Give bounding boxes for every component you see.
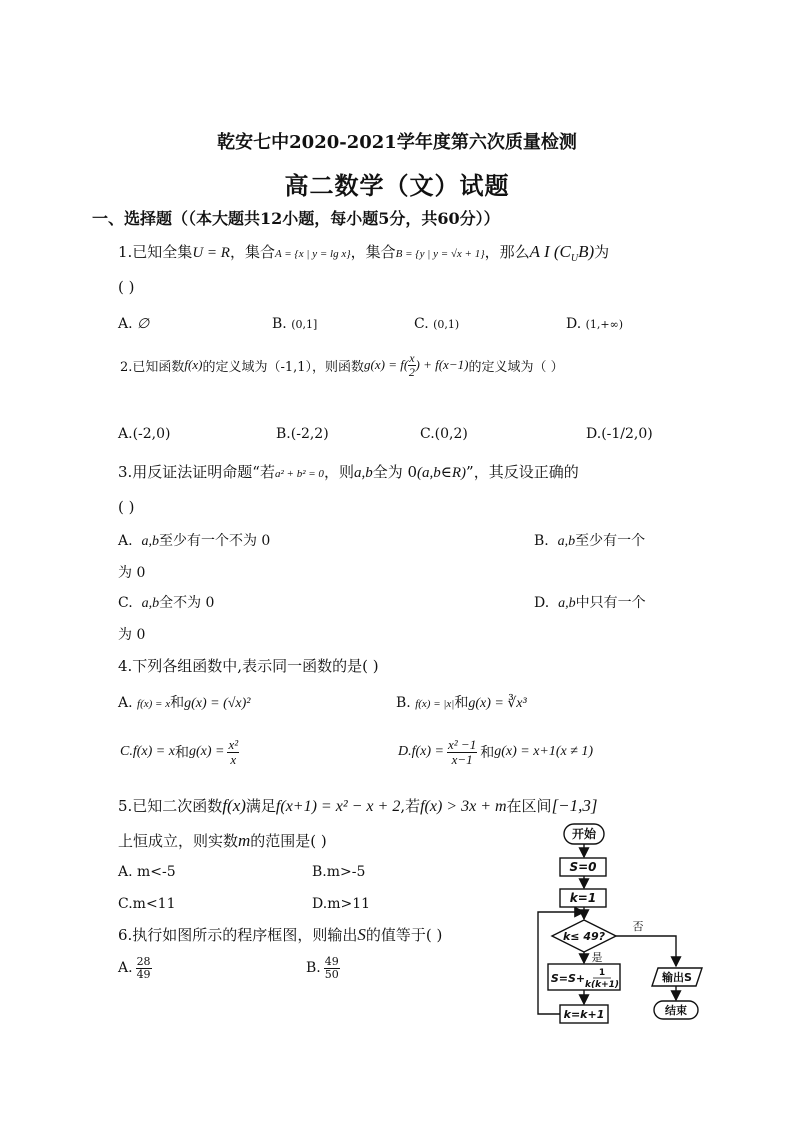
q2-text-1: 2.已知函数 bbox=[120, 359, 185, 375]
q2-option-d[interactable] bbox=[586, 426, 653, 442]
flowchart-output-label: 输出S bbox=[662, 971, 692, 984]
q4-option-a[interactable] bbox=[118, 692, 251, 712]
flowchart-condition-label: k≤ 49? bbox=[562, 930, 606, 943]
question-6-stem bbox=[118, 924, 442, 945]
q3-option-d-text: 中只有一个 bbox=[575, 595, 646, 611]
q4-option-c-and: 和 bbox=[174, 745, 189, 761]
q5-math-inequality: f(x) > 3x + m bbox=[420, 798, 507, 815]
q5-text-4: 在区间 bbox=[506, 797, 552, 815]
q6-option-a-key: A. bbox=[118, 960, 133, 976]
q4-option-c-num: x² bbox=[228, 736, 239, 752]
q5-text-2: 满足 bbox=[245, 797, 276, 815]
q1-math-expr-1: A I (C bbox=[529, 242, 571, 261]
q3-answer-paren: ( ) bbox=[118, 498, 135, 516]
q6-option-b-key: B. bbox=[306, 960, 321, 976]
q1-answer-paren: ( ) bbox=[118, 278, 135, 296]
q2-option-a-value: (-2,0) bbox=[132, 426, 171, 442]
q1-option-d-key: D. bbox=[566, 316, 582, 332]
q6-option-b-fraction bbox=[324, 956, 340, 980]
q6-text-1: 6.执行如图所示的程序框图，则输出 bbox=[118, 926, 358, 944]
q3-text-4: ”，其反设正确的 bbox=[466, 463, 579, 481]
q3-text-2: ，则 bbox=[323, 463, 354, 481]
flowchart-update-s-num: 1 bbox=[598, 968, 606, 978]
q5-stem-line-2 bbox=[118, 830, 327, 851]
q3-option-c-key: C. bbox=[118, 595, 133, 611]
q3-option-b-math: a,b bbox=[557, 534, 576, 549]
q4-option-d-den: x−1 bbox=[451, 751, 473, 767]
q2-option-d-key: D. bbox=[586, 426, 602, 442]
q3-option-d-wrap: 为 0 bbox=[118, 627, 146, 643]
q2-option-b-value: (-2,2) bbox=[290, 426, 329, 442]
q4-option-b-g: g(x) = ∛x³ bbox=[468, 696, 527, 711]
q5-text-5: 上恒成立，则实数 bbox=[118, 832, 239, 850]
q6-option-a-num: 28 bbox=[136, 954, 151, 968]
q2-math-f: f(x) bbox=[184, 357, 203, 372]
q2-option-c-value: (0,2) bbox=[434, 426, 468, 442]
q3-option-a-text: 至少有一个不为 0 bbox=[158, 533, 271, 549]
q4-option-c-g: g(x) = bbox=[188, 744, 225, 759]
q1-text-2: ，集合 bbox=[229, 243, 275, 261]
q1-math-set-a: A = {x | y = lg x} bbox=[274, 248, 351, 260]
q5-text-1: 5.已知二次函数 bbox=[118, 797, 223, 815]
q1-option-a-value: ∅ bbox=[137, 317, 150, 332]
q6-option-b[interactable] bbox=[306, 950, 340, 986]
q1-option-b-value: (0,1] bbox=[291, 318, 318, 331]
q1-math-sub: U bbox=[570, 253, 579, 264]
flowchart-no-label: 否 bbox=[632, 920, 644, 933]
q1-option-b[interactable] bbox=[272, 316, 317, 332]
q3-math-ab: a,b bbox=[353, 465, 373, 481]
q5-option-d-value: m>11 bbox=[327, 896, 371, 912]
question-3-stem bbox=[118, 461, 579, 482]
q2-option-d-value: (-1/2,0) bbox=[601, 426, 653, 442]
q5-option-c-value: m<11 bbox=[132, 896, 176, 912]
question-4-stem: 4.下列各组函数中,表示同一函数的是( ) bbox=[118, 657, 379, 675]
q6-text-2: 的值等于( ) bbox=[365, 926, 443, 944]
q5-option-d[interactable] bbox=[312, 896, 370, 912]
flowchart-yes-label: 是 bbox=[591, 951, 603, 964]
q1-option-c-value: (0,1) bbox=[433, 318, 460, 331]
q3-option-b-text: 至少有一个 bbox=[575, 533, 646, 549]
q4-option-b[interactable] bbox=[396, 692, 527, 712]
q5-option-d-key: D. bbox=[312, 896, 328, 912]
q3-math-domain: (a,b∈R) bbox=[417, 465, 467, 481]
q1-option-d-value: (1,+∞) bbox=[585, 318, 624, 331]
q2-option-a-key: A. bbox=[118, 426, 133, 442]
q4-option-d-num: x² −1 bbox=[448, 736, 477, 752]
q3-option-b-wrap: 为 0 bbox=[118, 565, 146, 581]
q1-option-c[interactable] bbox=[414, 316, 459, 332]
q4-option-c-fraction bbox=[227, 738, 239, 766]
q3-option-c-math: a,b bbox=[141, 596, 160, 611]
q1-text-5: 为 bbox=[594, 243, 610, 261]
q3-option-b-key: B. bbox=[534, 533, 549, 549]
flowchart-end-label: 结束 bbox=[665, 1004, 687, 1017]
q3-option-d-math: a,b bbox=[558, 596, 576, 611]
q5-option-c[interactable] bbox=[118, 896, 176, 912]
q1-text-1: 1.已知全集 bbox=[118, 243, 193, 261]
q3-option-c-text: 全不为 0 bbox=[159, 595, 215, 611]
program-flowchart bbox=[530, 820, 740, 1035]
q1-option-d[interactable] bbox=[566, 316, 623, 332]
q6-option-a-fraction bbox=[136, 956, 152, 980]
q6-math-s: S bbox=[357, 925, 366, 944]
q4-option-a-g: g(x) = (√x)² bbox=[184, 696, 251, 711]
q5-option-b-value: m>-5 bbox=[326, 864, 366, 880]
q6-option-b-den: 50 bbox=[324, 967, 339, 981]
q4-option-a-and: 和 bbox=[170, 695, 185, 711]
q4-option-a-key: A. bbox=[118, 695, 133, 711]
q2-option-c-key: C. bbox=[420, 426, 435, 442]
q4-option-c-den: x bbox=[230, 751, 237, 767]
flowchart-init-k-label: k=1 bbox=[569, 891, 597, 905]
q1-option-b-key: B. bbox=[272, 316, 287, 332]
q3-math-eq: a² + b² = 0 bbox=[274, 468, 324, 480]
exam-subject-title: 高二数学（文）试题 bbox=[284, 171, 510, 200]
q5-math-interval: [−1,3] bbox=[551, 796, 598, 815]
q1-math-set-b: B = {y | y = √x + 1} bbox=[395, 248, 485, 260]
q3-option-a[interactable] bbox=[118, 530, 270, 550]
q3-option-a-key: A. bbox=[118, 533, 133, 549]
q2-text-3: 的定义域为（ ） bbox=[468, 359, 564, 375]
q3-text-3: 全为 0 bbox=[372, 463, 418, 481]
q4-option-c-f: C.f(x) = x bbox=[120, 744, 175, 759]
q2-option-c[interactable] bbox=[420, 426, 468, 442]
flowchart-no-arrow bbox=[616, 936, 676, 966]
flowchart-update-k-label: k=k+1 bbox=[563, 1008, 605, 1021]
q4-option-b-f: f(x) = |x| bbox=[415, 698, 455, 710]
exam-school-title: 乾安七中2020-2021学年度第六次质量检测 bbox=[217, 132, 577, 153]
q4-option-b-and: 和 bbox=[454, 695, 469, 711]
q5-option-a-key: A. bbox=[118, 864, 133, 880]
q1-math-expr-2: B) bbox=[578, 242, 595, 261]
q1-option-a[interactable] bbox=[118, 316, 149, 333]
q4-option-c[interactable] bbox=[120, 732, 239, 772]
q2-fraction bbox=[408, 352, 415, 378]
q1-math-universal: U = R bbox=[192, 245, 230, 261]
flowchart-loop-arrow bbox=[538, 912, 584, 1014]
q2-option-b[interactable] bbox=[276, 426, 329, 442]
q5-option-a[interactable] bbox=[118, 864, 176, 880]
q2-math-g-2: ) + f(x−1) bbox=[415, 357, 469, 372]
q6-option-b-num: 49 bbox=[324, 954, 339, 968]
q4-option-d[interactable] bbox=[398, 732, 593, 772]
q3-option-b[interactable] bbox=[534, 530, 645, 550]
q4-option-d-and: 和 bbox=[480, 745, 495, 761]
q3-option-a-math: a,b bbox=[141, 534, 159, 549]
question-1-stem bbox=[118, 241, 609, 264]
q2-fraction-num: x bbox=[409, 350, 415, 365]
q6-option-a-den: 49 bbox=[136, 967, 151, 981]
q1-text-4: ，那么 bbox=[484, 243, 530, 261]
q4-option-a-f: f(x) = x bbox=[137, 698, 171, 710]
q5-option-a-value: m<-5 bbox=[137, 864, 176, 880]
q5-text-3: ,若 bbox=[400, 797, 421, 815]
q5-math-condition: f(x+1) = x² − x + 2 bbox=[275, 798, 401, 815]
q1-text-3: ，集合 bbox=[350, 243, 396, 261]
flowchart-start-label: 开始 bbox=[571, 827, 597, 841]
q5-math-f: f(x) bbox=[222, 796, 246, 815]
section-heading: 一、选择题（（本大题共12小题，每小题5分，共60分）） bbox=[92, 209, 500, 228]
q4-option-d-fraction bbox=[447, 738, 477, 766]
q2-fraction-den: 2 bbox=[408, 364, 415, 379]
q1-option-a-key: A. bbox=[118, 316, 133, 332]
question-5-stem bbox=[118, 795, 598, 816]
q3-option-d[interactable] bbox=[534, 592, 646, 612]
q5-text-6: 的范围是( ) bbox=[250, 832, 327, 850]
q1-option-c-key: C. bbox=[414, 316, 429, 332]
q2-option-b-key: B. bbox=[276, 426, 291, 442]
q5-option-b[interactable] bbox=[312, 864, 365, 880]
flowchart-update-s-den: k(k+1) bbox=[584, 980, 620, 990]
q5-math-m: m bbox=[238, 831, 251, 850]
flowchart-init-s-label: S=0 bbox=[569, 860, 597, 874]
q5-option-b-key: B. bbox=[312, 864, 327, 880]
q5-option-c-key: C. bbox=[118, 896, 133, 912]
flowchart-update-s-label: S=S+ bbox=[550, 972, 586, 985]
q3-option-c[interactable] bbox=[118, 592, 214, 612]
q3-text-1: 3.用反证法证明命题“若 bbox=[118, 463, 275, 481]
q2-option-a[interactable] bbox=[118, 426, 170, 442]
q4-option-d-f: D.f(x) = bbox=[398, 744, 444, 759]
q2-text-2: 的定义域为（-1,1），则函数 bbox=[202, 359, 365, 375]
q3-option-d-key: D. bbox=[534, 595, 550, 611]
q4-option-b-key: B. bbox=[396, 695, 411, 711]
q2-math-g-1: g(x) = f( bbox=[364, 357, 409, 372]
q6-option-a[interactable] bbox=[118, 950, 152, 986]
question-2-stem bbox=[120, 348, 564, 382]
q4-option-d-g: g(x) = x+1(x ≠ 1) bbox=[494, 744, 594, 759]
